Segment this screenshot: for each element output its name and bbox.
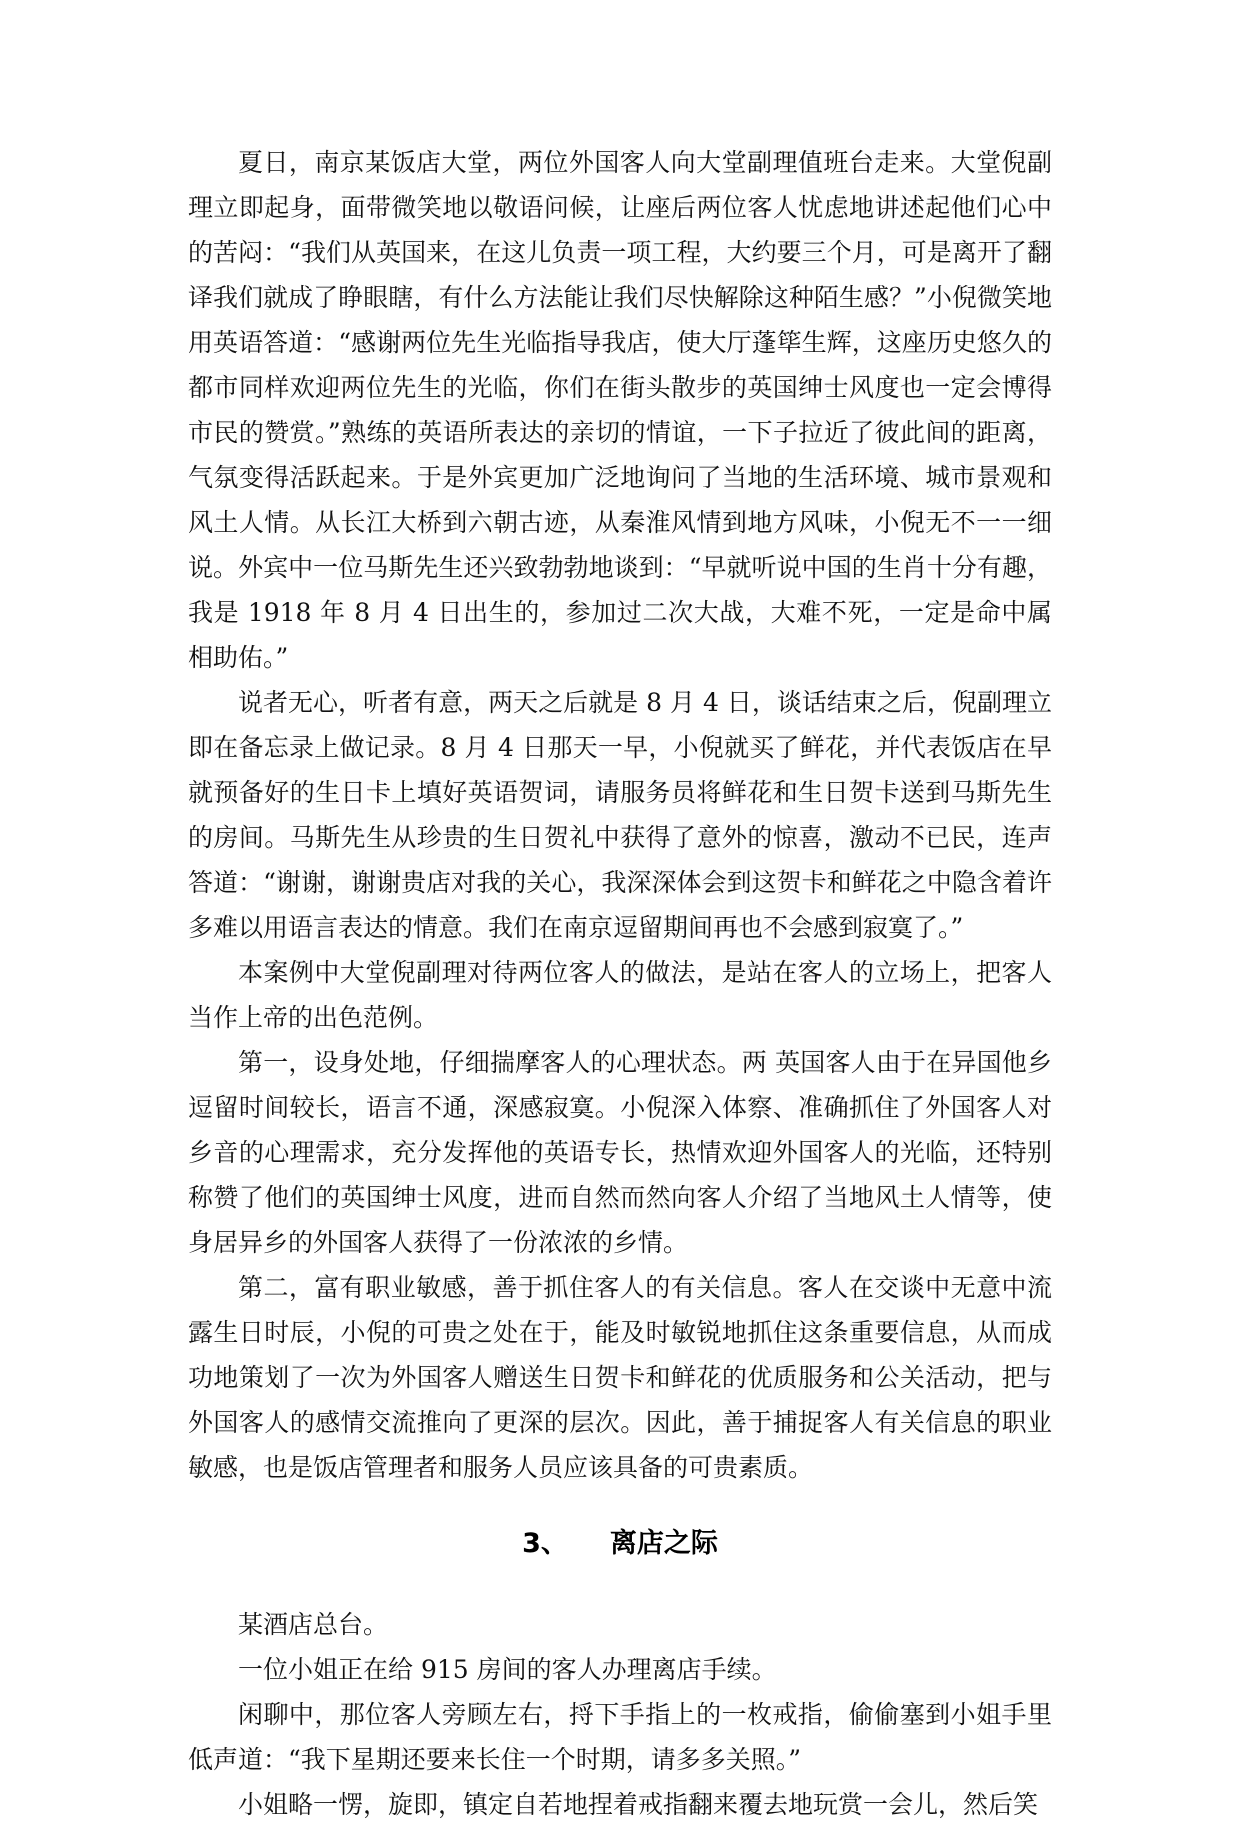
section-title: 离店之际 — [609, 1528, 718, 1559]
section-heading — [188, 1524, 1052, 1564]
paragraph: 某酒店总台。 — [238, 1610, 389, 1639]
paragraph: 说者无心，听者有意，两天之后就是 8 月 4 日，谈话结束之后，倪副理立即在备忘录上做记录。8 月 4 日那天一早，小倪就买了鲜花，并代表饭店在早就预备好的生日卡上填好英语贺词，请服务员将鲜花和生日贺卡送到马斯先生的房间。马斯先生从珍贵的生日贺礼中获得了意外的惊喜，激动不已民，连声答道：“谢谢，谢谢贵店对我的关心，我深深体会到这贺卡和鲜花之中隐含着许多难以用语言表达的情意。我们在南京逗留期间再也不会感到寂寞了。” — [188, 688, 1052, 942]
paragraph: 第一，设身处地，仔细揣摩客人的心理状态。两 英国客人由于在异国他乡逗留时间较长，语言不通，深感寂寞。小倪深入体察、准确抓住了外国客人对乡音的心理需求，充分发挥他的英语专长，热情欢迎外国客人的光临，还特别称赞了他们的英国绅士风度，进而自然而然向客人介绍了当地风土人情等，使身居异乡的外国客人获得了一份浓浓的乡情。 — [188, 1048, 1052, 1257]
case3-body — [188, 1602, 1052, 1827]
section-number: 3、 — [522, 1528, 568, 1559]
paragraph: 夏日，南京某饭店大堂，两位外国客人向大堂副理值班台走来。大堂倪副理立即起身，面带微笑地以敬语问候，让座后两位客人忧虑地讲述起他们心中的苦闷：“我们从英国来，在这儿负责一项工程，大约要三个月，可是离开了翻译我们就成了睁眼瞎，有什么方法能让我们尽快解除这种陌生感？”小倪微笑地用英语答道：“感谢两位先生光临指导我店，使大厅蓬筚生辉，这座历史悠久的都市同样欢迎两位先生的光临，你们在街头散步的英国绅士风度也一定会博得市民的赞赏。”熟练的英语所表达的亲切的情谊，一下子拉近了彼此间的距离，气氛变得活跃起来。于是外宾更加广泛地询问了当地的生活环境、城市景观和风土人情。从长江大桥到六朝古迹，从秦淮风情到地方风味，小倪无不一一细说。外宾中一位马斯先生还兴致勃勃地谈到：“早就听说中国的生肖十分有趣，我是 1918 年 8 月 4 日出生的，参加过二次大战，大难不死，一定是命中属相助佑。” — [188, 148, 1052, 672]
paragraph: 小姐略一愣，旋即，镇定自若地捏着戒指翻来覆去地玩赏一会儿，然后笑 — [238, 1790, 1039, 1819]
paragraph: 本案例中大堂倪副理对待两位客人的做法，是站在客人的立场上，把客人当作上帝的出色范例。 — [188, 958, 1052, 1032]
case2-body — [188, 140, 1052, 1490]
paragraph: 第二，富有职业敏感，善于抓住客人的有关信息。客人在交谈中无意中流露生日时辰，小倪的可贵之处在于，能及时敏锐地抓住这条重要信息，从而成功地策划了一次为外国客人赠送生日贺卡和鲜花的优质服务和公关活动，把与外国客人的感情交流推向了更深的层次。因此，善于捕捉客人有关信息的职业敏感，也是饭店管理者和服务人员应该具备的可贵素质。 — [188, 1273, 1052, 1482]
paragraph: 闲聊中，那位客人旁顾左右，捋下手指上的一枚戒指，偷偷塞到小姐手里低声道：“我下星期还要来长住一个时期，请多多关照。” — [188, 1700, 1052, 1774]
document-page — [188, 140, 1052, 1827]
paragraph: 一位小姐正在给 915 房间的客人办理离店手续。 — [238, 1655, 777, 1684]
